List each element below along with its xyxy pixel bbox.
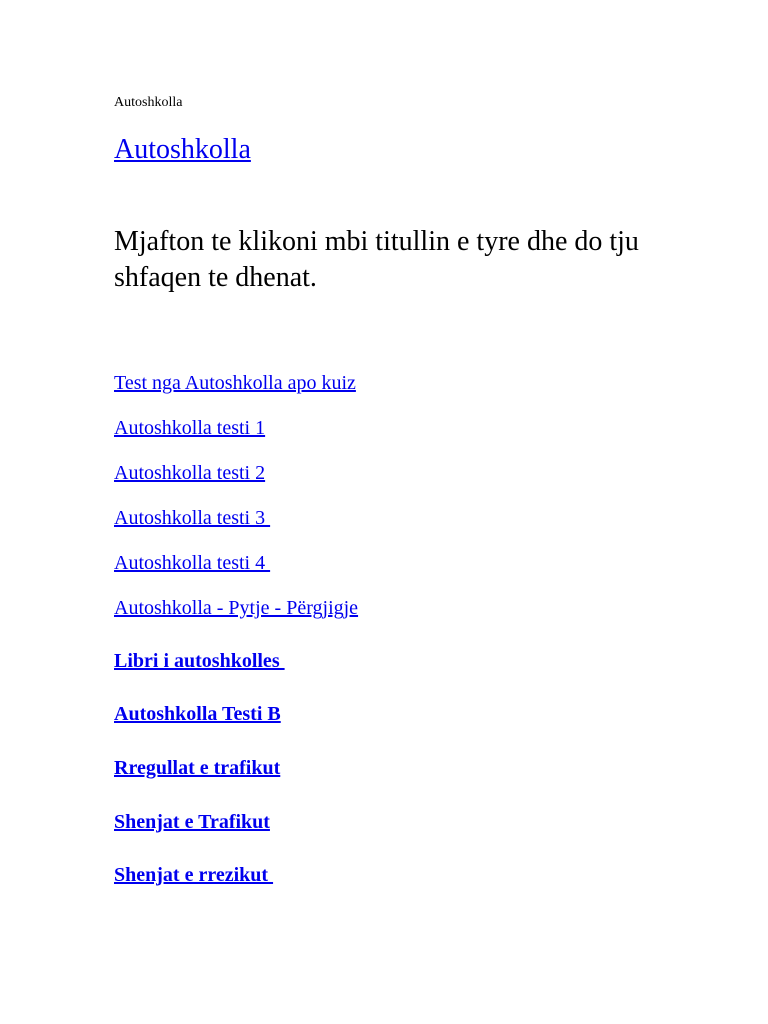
link-testi-3[interactable]: Autoshkolla testi 3 bbox=[114, 507, 271, 529]
link-rregullat-trafikut[interactable]: Rregullat e trafikut bbox=[114, 757, 281, 779]
list-item bbox=[114, 416, 265, 440]
link-testi-2[interactable]: Autoshkolla testi 2 bbox=[114, 462, 266, 484]
link-test-kuiz[interactable]: Test nga Autoshkolla apo kuiz bbox=[114, 372, 356, 394]
list-item bbox=[114, 756, 280, 780]
link-shenjat-rrezikut[interactable]: Shenjat e rrezikut bbox=[114, 864, 274, 886]
list-item bbox=[114, 596, 358, 620]
list-item bbox=[114, 461, 265, 485]
link-testi-4[interactable]: Autoshkolla testi 4 bbox=[114, 552, 271, 574]
list-item bbox=[114, 702, 281, 726]
list-item bbox=[114, 551, 270, 575]
list-item bbox=[114, 863, 273, 887]
list-item bbox=[114, 649, 285, 673]
list-item bbox=[114, 810, 270, 834]
page-small-title: Autoshkolla bbox=[114, 95, 183, 110]
link-libri-autoshkolles[interactable]: Libri i autoshkolles bbox=[114, 650, 285, 672]
link-shenjat-trafikut[interactable]: Shenjat e Trafikut bbox=[114, 811, 270, 833]
list-item bbox=[114, 371, 356, 395]
main-title-link[interactable]: Autoshkolla bbox=[114, 134, 251, 165]
link-testi-1[interactable]: Autoshkolla testi 1 bbox=[114, 417, 266, 439]
list-item bbox=[114, 506, 270, 530]
link-testi-b[interactable]: Autoshkolla Testi B bbox=[114, 703, 281, 725]
intro-paragraph: Mjafton te klikoni mbi titullin e tyre dhe do tju shfaqen te dhenat. bbox=[114, 226, 639, 293]
link-pytje-pergjigje[interactable]: Autoshkolla - Pytje - Përgjigje bbox=[114, 597, 359, 619]
